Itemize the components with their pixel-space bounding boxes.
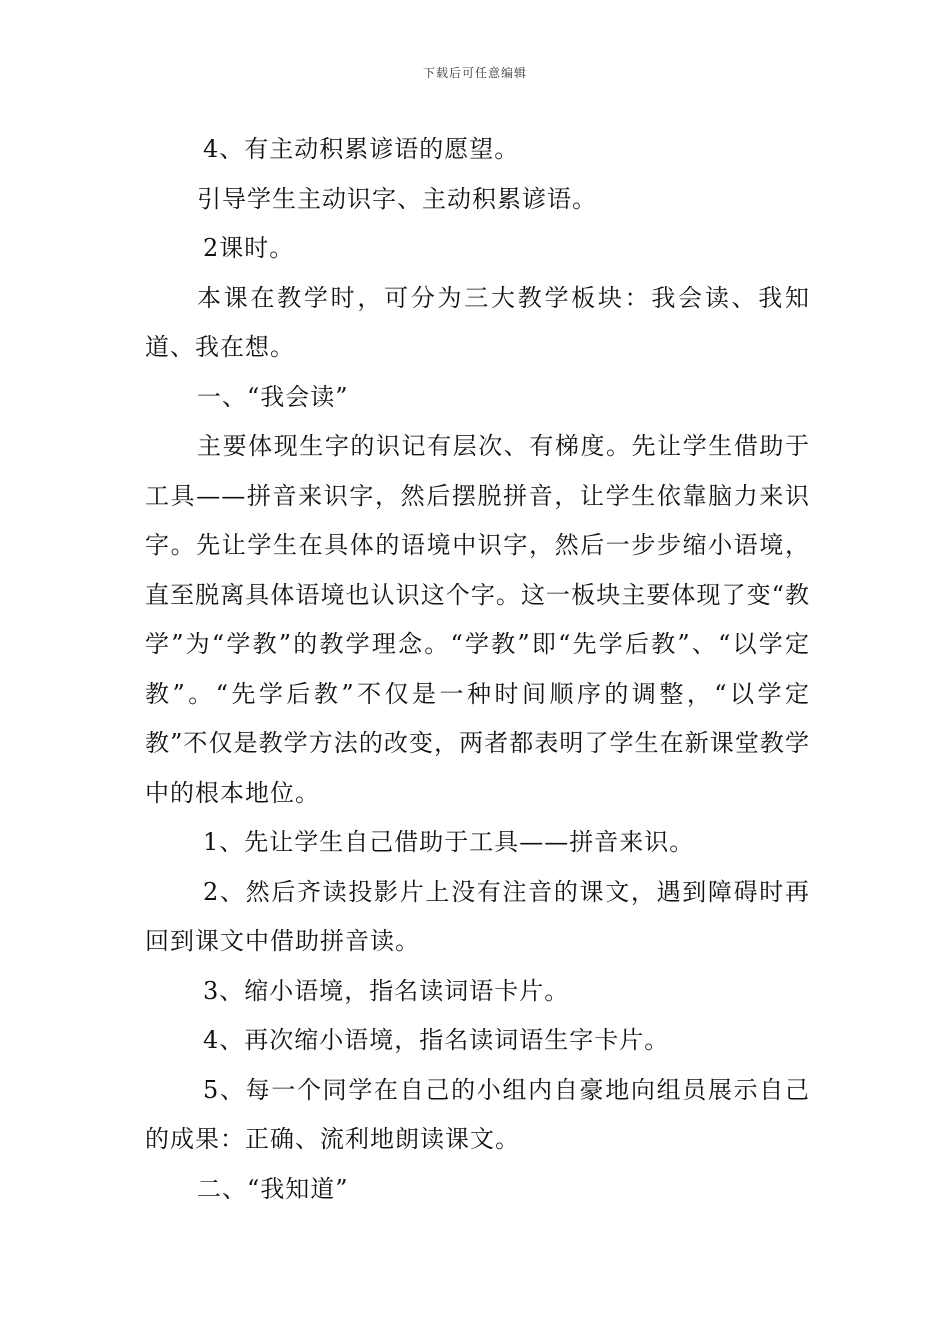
section-heading-1: 一、“我会读” — [197, 382, 349, 411]
paragraph-goal-4: 4、有主动积累谚语的愿望。 — [203, 135, 520, 163]
list-item-step-5: 5、每一个同学在自己的小组内自豪地向组员展示自己的成果：正确、流利地朗读课文。 — [145, 1075, 810, 1153]
paragraph-key-point: 引导学生主动识字、主动积累谚语。 — [197, 184, 597, 213]
paragraph-section-1-intro: 主要体现生字的识记有层次、有梯度。先让学生借助于工具——拼音来识字，然后摆脱拼音，让学生依靠脑力来识字。先让学生在具体的语境中识字，然后一步步缩小语境，直至脱离具体语境也认识这个字。这一板块主要体现了变“教学”为“学教”的教学理念。“学教”即“先学后教”、“以学定教”。“先学后教”不仅是一种时间顺序的调整，“以学定教”不仅是教学方法的改变，两者都表明了学生在新课堂教学中的根本地位。 — [145, 432, 810, 807]
document-body — [145, 125, 810, 1214]
paragraph-overview: 本课在教学时，可分为三大教学板块：我会读、我知道、我在想。 — [145, 283, 810, 361]
section-heading-2: 二、“我知道” — [197, 1174, 349, 1203]
paragraph-class-hours: 2课时。 — [203, 234, 295, 262]
list-item-step-4: 4、再次缩小语境，指名读词语生字卡片。 — [203, 1026, 670, 1054]
list-item-step-3: 3、缩小语境，指名读词语卡片。 — [203, 976, 570, 1005]
page-header: 下载后可任意编辑 — [422, 66, 527, 80]
list-item-step-1: 1、先让学生自己借助于工具——拼音来识。 — [203, 828, 695, 856]
list-item-step-2: 2、然后齐读投影片上没有注音的课文，遇到障碍时再回到课文中借助拼音读。 — [145, 877, 810, 955]
